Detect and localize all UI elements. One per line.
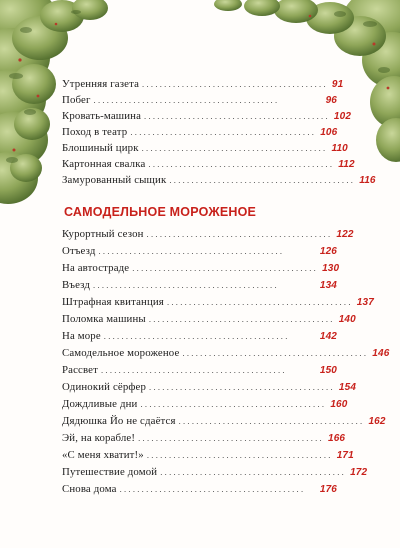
toc-entry[interactable] bbox=[62, 398, 348, 414]
entry-title: Кровать-машина bbox=[62, 110, 142, 122]
dot-leader: .......................................... bbox=[141, 143, 328, 153]
dot-leader: .......................................... bbox=[146, 450, 333, 460]
entry-title: Путешествие домой bbox=[62, 466, 158, 478]
dot-leader: .......................................... bbox=[103, 331, 290, 341]
toc-entry[interactable] bbox=[62, 466, 368, 482]
entry-page: 140 bbox=[338, 314, 356, 325]
dot-leader: .......................................... bbox=[93, 95, 280, 105]
entry-page: 110 bbox=[331, 143, 348, 154]
toc-entry[interactable] bbox=[62, 228, 354, 244]
entry-page: 162 bbox=[368, 416, 386, 427]
entry-title: Снова дома bbox=[62, 483, 117, 495]
entry-title: Утренняя газета bbox=[62, 78, 140, 90]
entry-title: Въезд bbox=[62, 279, 91, 291]
entry-page: 171 bbox=[336, 450, 354, 461]
toc-entry[interactable] bbox=[62, 381, 357, 397]
entry-title: Дождливые дни bbox=[62, 398, 138, 410]
toc-entry[interactable] bbox=[62, 483, 337, 499]
toc-entry[interactable] bbox=[62, 313, 356, 329]
dot-leader: .......................................... bbox=[166, 297, 353, 307]
entry-page: 160 bbox=[330, 399, 348, 410]
dot-leader: .......................................... bbox=[93, 280, 279, 290]
entry-title: Блошиный цирк bbox=[62, 142, 139, 154]
dot-leader: .......................................... bbox=[146, 229, 333, 239]
entry-page: 146 bbox=[372, 348, 390, 359]
entry-page: 172 bbox=[350, 467, 368, 478]
entry-title: Штрафная квитанция bbox=[62, 296, 164, 308]
dot-leader: .......................................... bbox=[148, 314, 335, 324]
entry-title: Отъезд bbox=[62, 245, 96, 257]
toc-entry[interactable] bbox=[62, 262, 340, 278]
entry-page: 150 bbox=[319, 365, 337, 376]
entry-title: «С меня хватит!» bbox=[62, 449, 144, 461]
entry-title: Замурованный сыщик bbox=[62, 174, 167, 186]
entry-page: 116 bbox=[359, 175, 376, 186]
entry-title: Дядюшка Йо не сдаётся bbox=[62, 415, 176, 427]
dot-leader: .......................................... bbox=[119, 484, 306, 494]
toc-entry[interactable] bbox=[62, 296, 374, 312]
entry-page: 122 bbox=[336, 229, 354, 240]
entry-page: 130 bbox=[322, 263, 340, 274]
toc-entry[interactable] bbox=[62, 347, 390, 363]
entry-title: Рассвет bbox=[62, 364, 98, 376]
entry-page: 134 bbox=[319, 280, 337, 291]
entry-title: На море bbox=[62, 330, 101, 342]
entry-title: Эй, на корабле! bbox=[62, 432, 136, 444]
dot-leader: .......................................... bbox=[144, 111, 330, 121]
dot-leader: .......................................... bbox=[100, 365, 287, 375]
entry-page: 154 bbox=[338, 382, 357, 393]
toc-entry[interactable] bbox=[62, 330, 337, 346]
entry-page: 126 bbox=[319, 246, 337, 257]
toc-entry[interactable] bbox=[62, 364, 337, 380]
dot-leader: .......................................... bbox=[138, 433, 324, 443]
toc-entry[interactable] bbox=[62, 78, 344, 94]
entry-page: 96 bbox=[325, 95, 337, 106]
dot-leader: .......................................... bbox=[132, 263, 319, 273]
toc-entry[interactable] bbox=[62, 158, 355, 174]
entry-page: 102 bbox=[333, 111, 352, 122]
toc-entry[interactable] bbox=[62, 94, 337, 110]
dot-leader: .......................................... bbox=[178, 416, 365, 426]
entry-page: 106 bbox=[320, 127, 338, 138]
entry-page: 176 bbox=[319, 484, 337, 495]
dot-leader: .......................................... bbox=[160, 467, 347, 477]
section-heading: САМОДЕЛЬНОЕ МОРОЖЕНОЕ bbox=[64, 205, 257, 219]
entry-title: Курортный сезон bbox=[62, 228, 144, 240]
dot-leader: .......................................... bbox=[130, 127, 317, 137]
dot-leader: .......................................... bbox=[148, 159, 335, 169]
entry-title: Побег bbox=[62, 94, 91, 106]
toc-entry[interactable] bbox=[62, 110, 352, 126]
toc-entry[interactable] bbox=[62, 126, 337, 142]
toc-entry[interactable] bbox=[62, 142, 348, 158]
entry-title: Самодельное мороженое bbox=[62, 347, 180, 359]
dot-leader: .......................................... bbox=[98, 246, 285, 256]
entry-title: Одинокий сёрфер bbox=[62, 381, 147, 393]
toc-entry[interactable] bbox=[62, 245, 337, 261]
toc-entry[interactable] bbox=[62, 279, 337, 295]
entry-title: На автостраде bbox=[62, 262, 130, 274]
entry-title: Картонная свалка bbox=[62, 158, 146, 170]
entry-title: Поломка машины bbox=[62, 313, 146, 325]
dot-leader: .......................................... bbox=[140, 399, 327, 409]
toc-entry[interactable] bbox=[62, 415, 386, 431]
dot-leader: .......................................... bbox=[149, 382, 335, 392]
toc-entry[interactable] bbox=[62, 432, 346, 448]
entry-page: 137 bbox=[356, 297, 374, 308]
entry-page: 112 bbox=[338, 159, 355, 170]
toc-entry[interactable] bbox=[62, 449, 354, 465]
entry-page: 142 bbox=[319, 331, 337, 342]
entry-page: 91 bbox=[331, 79, 344, 90]
entry-page: 166 bbox=[327, 433, 346, 444]
entry-title: Поход в театр bbox=[62, 126, 128, 138]
dot-leader: .......................................... bbox=[142, 79, 328, 89]
dot-leader: .......................................... bbox=[182, 348, 369, 358]
dot-leader: .......................................... bbox=[169, 175, 356, 185]
toc-entry[interactable] bbox=[62, 174, 376, 190]
